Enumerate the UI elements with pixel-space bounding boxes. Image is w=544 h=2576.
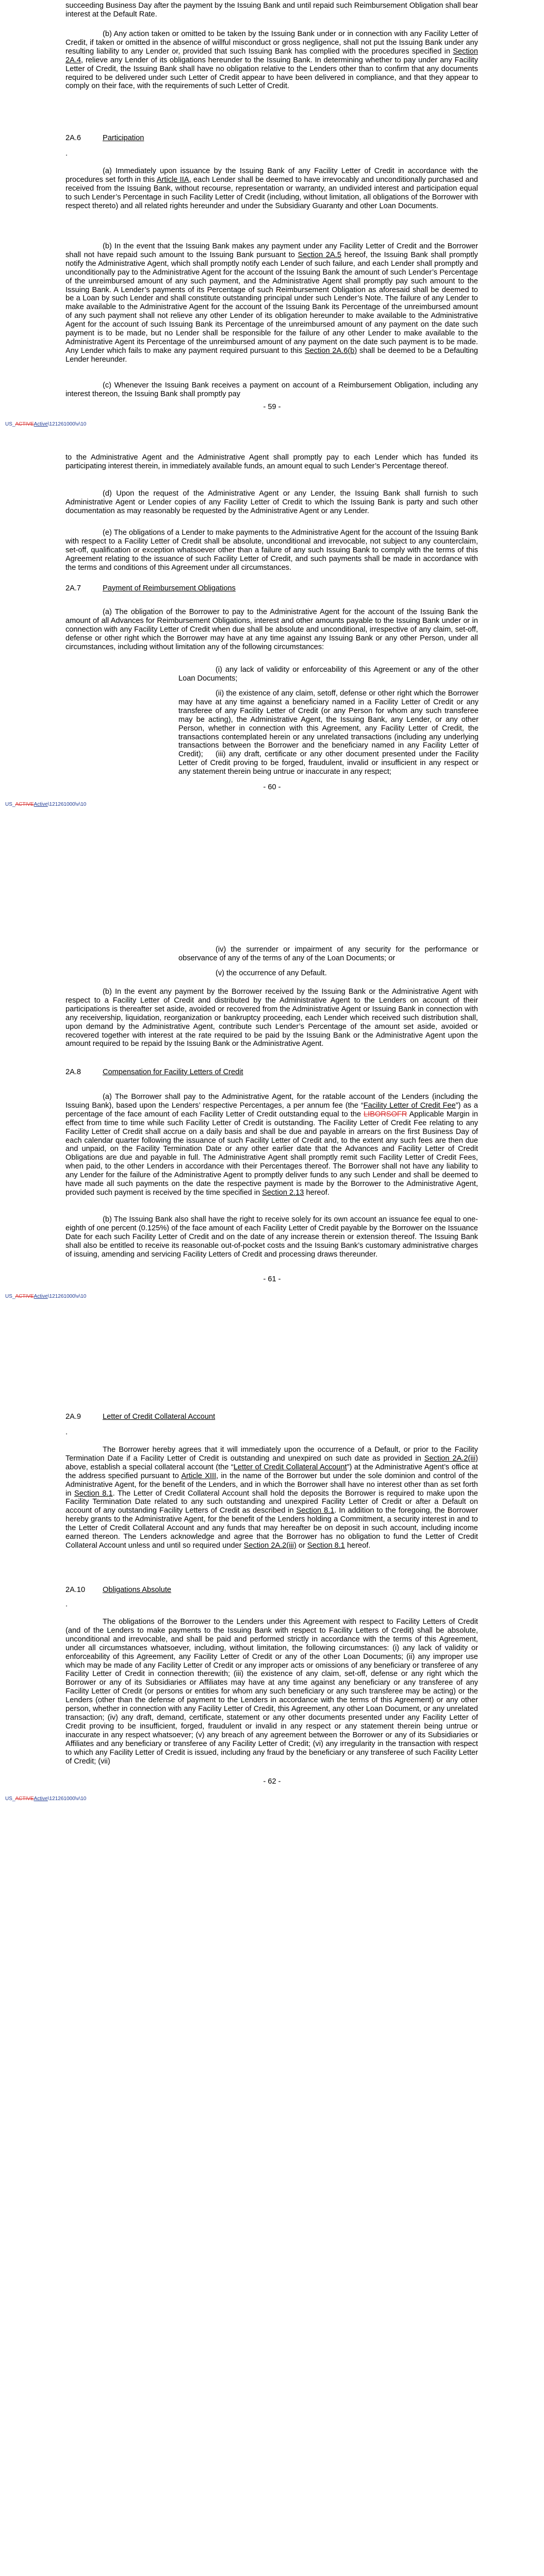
paragraph: to the Administrative Agent and the Administrative Agent shall promptly pay to each Lender which has funded its participating interest therein, in immediately available funds, an amount equal to such Lender’s Percentage thereof. — [65, 453, 478, 470]
article-link[interactable]: Article IIA — [156, 175, 189, 184]
section-link[interactable]: Section 8.1 — [296, 1506, 335, 1515]
defined-term: Letter of Credit Collateral Account — [233, 1463, 347, 1471]
section-heading-2a7: 2A.7 Payment of Reimbursement Obligations — [65, 584, 236, 592]
paragraph-b2: (b) The Issuing Bank also shall have the right to receive solely for its own account an issuance fee equal to one-eighth of one percent (0.125%) of the face amount of each Facility Letter of Credit payable by the Borrower on the Issuance Date for each such Facility Letter of Credit and on the date of any increase therein or extension thereof. The Issuing Bank shall also be entitled to receive its reasonable out-of-pocket costs and the Issuing Bank’s customary administrative charges of issuing, amending and servicing Facility Letters of Credit and processing draws thereunder. — [65, 1215, 478, 1259]
page-number: - 61 - — [263, 1275, 281, 1283]
dot: . — [65, 1428, 68, 1436]
doc-footer: US_ACTIVEActive\121261000\v\10 — [5, 421, 87, 427]
doc-footer: US_ACTIVEActive\121261000\v\10 — [5, 1796, 87, 1802]
doc-footer: US_ACTIVEActive\121261000\v\10 — [5, 802, 87, 807]
clause-ii: (ii) the existence of any claim, setoff, defense or other right which the Borrower may have at any time against a beneficiary named in a Facility Letter of Credit or any transferee of any Facility Letter of Credit (or any Person for whom any such transferee may be acting), the Administrative Agent, the Issuing Bank, any Lender, or any other Person, whether in connection with this Agreement, any Facility Letter of Credit, the transactions contemplated herein or any unrelated transactions (including any underlying transactions between the Borrower and the beneficiary named in any Facility Letter of Credit); — [178, 689, 479, 759]
page-number: - 60 - — [263, 783, 281, 791]
section-link[interactable]: Section 2.13 — [262, 1188, 304, 1197]
section-link[interactable]: Section 2A.2(iii) — [243, 1541, 296, 1550]
section-link[interactable]: Section 2A.2(iii) — [424, 1454, 478, 1463]
article-link[interactable]: Article XIII — [181, 1471, 217, 1480]
paragraph-b: (b) Any action taken or omitted to be taken by the Issuing Bank under or in connection with any Facility Letter of Credit, if taken or omitted in the absence of willful misconduct or gross negligence, shall not put the Issuing Bank under any resulting liability to any Lender or, provided that such Issuing Bank has complied with the procedures specified in Section 2A.4, relieve any Lender of its obligations hereunder to the Issuing Bank. In determining whether to pay under any Facility Letter of Credit, the Issuing Bank shall have no obligation relative to the Lenders other than to confirm that any documents required to be delivered under such Letter of Credit appear to have been delivered in compliance, and that they appear to comply on their face, with the requirements of such Letter of Credit. — [65, 30, 478, 91]
paragraph-a: (a) The obligation of the Borrower to pay to the Administrative Agent for the account of the Issuing Bank the amount of all Advances for Reimbursement Obligations, interest and other amounts payable to the Issuing Bank under or in connection with any Facility Letter of Credit when due shall be absolute and unconditional, irrespective of any claim, set-off, defense or other right which the Borrower may have at any time against any Issuing Bank or any other Person, under all circumstances, including without limitation any of the following circumstances: — [65, 608, 478, 651]
paragraph-a: (a) The Borrower shall pay to the Administrative Agent, for the ratable account of the Lenders (including the Issuing Bank), based upon the Lenders’ respective Percentages, a per annum fee (the “Facility Letter of Credit Fee”) as a percentage of the face amount of each Facility Letter of Credit outstanding equal to the LIBORSOFR Applicable Margin in effect from time to time while such Facility Letter of Credit is outstanding. The Facility Letter of Credit Fee relating to any Facility Letter of Credit shall accrue on a daily basis and shall be due and payable in arrears on the first Business Day of each calendar quarter following the issuance of such Facility Letter of Credit and, to the extent any such fees are then due and unpaid, on the Facility Termination Date or any other earlier date that the Advances and Facility Letter of Credit Obligations are due and payable in full. The Administrative Agent shall promptly remit such Facility Letter of Credit Fees, when paid, to the other Lenders in accordance with their Percentages thereof. The Borrower shall not have any liability to any Lender for the failure of the Administrative Agent to promptly deliver funds to any such Lender and shall be deemed to have made all such payments on the date the respective payment is made by the Borrower to the Administrative Agent, provided such payment is received by the time specified in Section 2.13 hereof. — [65, 1093, 478, 1197]
page-number: - 62 - — [263, 1777, 281, 1786]
paragraph: succeeding Business Day after the payment by the Issuing Bank and until repaid such Reimbursement Obligation shall bear interest at the Default Rate. — [65, 2, 478, 19]
defined-term: Facility Letter of Credit Fee — [363, 1101, 456, 1110]
clause-i: (i) any lack of validity or enforceability of this Agreement or any of the other Loan Documents; — [178, 666, 479, 683]
deleted-text: LIBORSOFR — [364, 1110, 407, 1118]
section-heading-2a6: 2A.6 Participation — [65, 134, 144, 142]
section-link[interactable]: Section 2A.5 — [298, 250, 341, 259]
section-heading-2a10: 2A.10 Obligations Absolute — [65, 1586, 172, 1594]
paragraph-collateral: The Borrower hereby agrees that it will immediately upon the occurrence of a Default, or prior to the Facility Termination Date if a Facility Letter of Credit is outstanding and unexpired on such date as provided in Section 2A.2(iii) above, establish a special collateral account (the “Letter of Credit Collateral Account”) at the Administrative Agent’s office at the address specified pursuant to Article XIII, in the name of the Borrower but under the sole dominion and control of the Administrative Agent, for the benefit of the Lenders, and in which the Borrower shall have no interest other than as set forth in Section 8.1. The Letter of Credit Collateral Account shall hold the deposits the Borrower is required to make upon the Facility Termination Date related to any such outstanding and unexpired Facility Letter of Credit or after a Default on account of any outstanding Facility Letters of Credit as described in Section 8.1. In addition to the foregoing, the Borrower hereby grants to the Administrative Agent, for the benefit of the Lenders holding a Commitment, a security interest in and to the Letter of Credit Collateral Account and any funds that may hereafter be on deposit in such account, including income earned thereon. The Lenders acknowledge and agree that the Borrower has no obligation to fund the Letter of Credit Collateral Account unless and until so required under Section 2A.2(iii) or Section 8.1 hereof. — [65, 1446, 479, 1550]
doc-footer: US_ACTIVEActive\121261000\v\10 — [5, 1294, 87, 1299]
page-62 — [0, 1360, 544, 2063]
clause-iv: (iv) the surrender or impairment of any security for the performance or observance of any of the terms of any of the Loan Documents; or — [178, 945, 479, 962]
section-link[interactable]: Section 8.1 — [74, 1489, 113, 1498]
clause-v: (v) the occurrence of any Default. — [216, 969, 327, 977]
page-number: - 59 - — [263, 403, 281, 411]
dot: . — [65, 1600, 68, 1608]
section-link[interactable]: Section 8.1 — [307, 1541, 345, 1550]
paragraph-b: (b) In the event any payment by the Borrower received by the Issuing Bank or the Administrative Agent with respect to a Facility Letter of Credit and distributed by the Administrative Agent to the Lenders on account of their participations is thereafter set aside, avoided or recovered from the Administrative Agent or Issuing Bank in connection with any receivership, liquidation, reorganization or bankruptcy proceeding, each Lender which received such distribution shall, upon demand by the Administrative Agent, contribute such Lender’s Percentage of the amount set aside, avoided or recovered together with interest at the rate required to be paid by the Issuing Bank or the Administrative Agent upon the amount required to be repaid by the Issuing Bank or the Administrative Agent. — [65, 988, 478, 1048]
section-link[interactable]: Section 2A.6(b) — [304, 346, 357, 355]
paragraph-c: (c) Whenever the Issuing Bank receives a payment on account of a Reimbursement Obligation, including any interest thereon, the Issuing Bank shall promptly pay — [65, 381, 478, 398]
paragraph-d: (d) Upon the request of the Administrative Agent or any Lender, the Issuing Bank shall furnish to such Administrative Agent or Lender copies of any Facility Letter of Credit to which the Issuing Bank is party and such other documentation as may reasonably be requested by the Administrative Agent or any Lender. — [65, 489, 478, 515]
section-heading-2a9: 2A.9 Letter of Credit Collateral Account — [65, 1413, 216, 1421]
section-heading-2a8: 2A.8 Compensation for Facility Letters of Credit — [65, 1068, 243, 1076]
paragraph-b2: (b) In the event that the Issuing Bank makes any payment under any Facility Letter of Credit and the Borrower shall not have repaid such amount to the Issuing Bank pursuant to Section 2A.5 hereof, the Issuing Bank shall promptly notify the Administrative Agent, which shall promptly notify each Lender of such failure, and each Lender shall promptly and unconditionally pay to the Administrative Agent for the account of the Issuing Bank the amount of such Lender’s Percentage of the unreimbursed amount of any such payment, and the Administrative Agent shall promptly pay such amount to the Issuing Bank. A Lender’s payments of its Percentage of such Reimbursement Obligation as aforesaid shall be deemed to be a Loan by such Lender and shall constitute outstanding principal under such Lender’s Note. The failure of any Lender to make available to the Administrative Agent for the account of the Issuing Bank its Percentage of the unreimbursed amount of any such payment shall not relieve any other Lender of its obligation hereunder to make available to the Administrative Agent for the account of such Issuing Bank its Percentage of the unreimbursed amount of any payment on the date such payment is to be made, but no Lender shall be responsible for the failure of any other Lender to make available to the Administrative Agent its Percentage of the unreimbursed amount of any payment on the date such payment is to be made. Any Lender which fails to make any payment required pursuant to this Section 2A.6(b) shall be deemed to be a Defaulting Lender hereunder. — [65, 242, 478, 364]
dot: . — [65, 149, 68, 158]
section-link[interactable]: Section 2A.4 — [65, 47, 478, 64]
paragraph-e: (e) The obligations of a Lender to make payments to the Administrative Agent for the account of the Issuing Bank with respect to a Facility Letter of Credit shall be absolute, unconditional and irrevocable, not subject to any counterclaim, set-off, qualification or exception whatsoever other than a failure of any such Issuing Bank to comply with the terms of this Agreement relating to the issuance of such Facility Letter of Credit, and such payments shall be made in accordance with the terms and conditions of this Agreement under all circumstances. — [65, 529, 478, 572]
clause-iii: (iii) any draft, certificate or any other document presented under the Facility Letter of Credit proving to be forged, fraudulent, invalid or insufficient in any respect or any statement therein being untrue or inaccurate in any respect; — [178, 750, 479, 776]
paragraph-obligations: The obligations of the Borrower to the Lenders under this Agreement with respect to Facility Letters of Credit (and of the Lenders to make payments to the Issuing Bank with respect to Facility Letters of Credit) shall be absolute, unconditional and irrevocable, and shall be paid and performed strictly in accordance with the terms of this Agreement, under all circumstances whatsoever, including, without limitation, the following circumstances: (i) any lack of validity or enforceability of this Agreement, any Facility Letter of Credit or any of the other Loan Documents; (ii) any improper use which may be made of any Facility Letter of Credit or any improper acts or omissions of any beneficiary or transferee of any Facility Letter of Credit in connection therewith; (iii) the existence of any claim, set-off, defense or any right which the Borrower or any of its Subsidiaries or Affiliates may have at any time against any beneficiary or any transferee of any Facility Letter of Credit (or persons or entities for whom any such beneficiary or any such transferee may be acting) or the Lenders (other than the defense of payment to the Lenders in accordance with the terms of this Agreement) or any other person, whether in connection with any Facility Letter of Credit, this Agreement, any other Loan Document, or any unrelated transaction; (iv) any draft, demand, certificate, statement or any other documents presented under any Facility Letter of Credit proving to be insufficient, forged, fraudulent or invalid in any respect or any statement therein being untrue or inaccurate in any respect whatsoever; (v) any breach of any agreement between the Borrower or any of its Subsidiaries or Affiliates and any beneficiary or transferee of any Facility Letter of Credit; (vi) any irregularity in the transaction with respect to which any Facility Letter of Credit is issued, including any fraud by the beneficiary or any transferee of such Facility Letter of Credit; (vii) — [65, 1618, 478, 1766]
paragraph-a: (a) Immediately upon issuance by the Issuing Bank of any Facility Letter of Credit in accordance with the procedures set forth in this Article IIA, each Lender shall be deemed to have irrevocably and unconditionally purchased and received from the Issuing Bank, without recourse, representation or warranty, an undivided interest and participation equal to such Lender’s Percentage in such Facility Letter of Credit (including, without limitation, all obligations of the Borrower with respect thereto) and all related rights hereunder and under the Subsidiary Guaranty and other Loan Documents. — [65, 167, 478, 210]
